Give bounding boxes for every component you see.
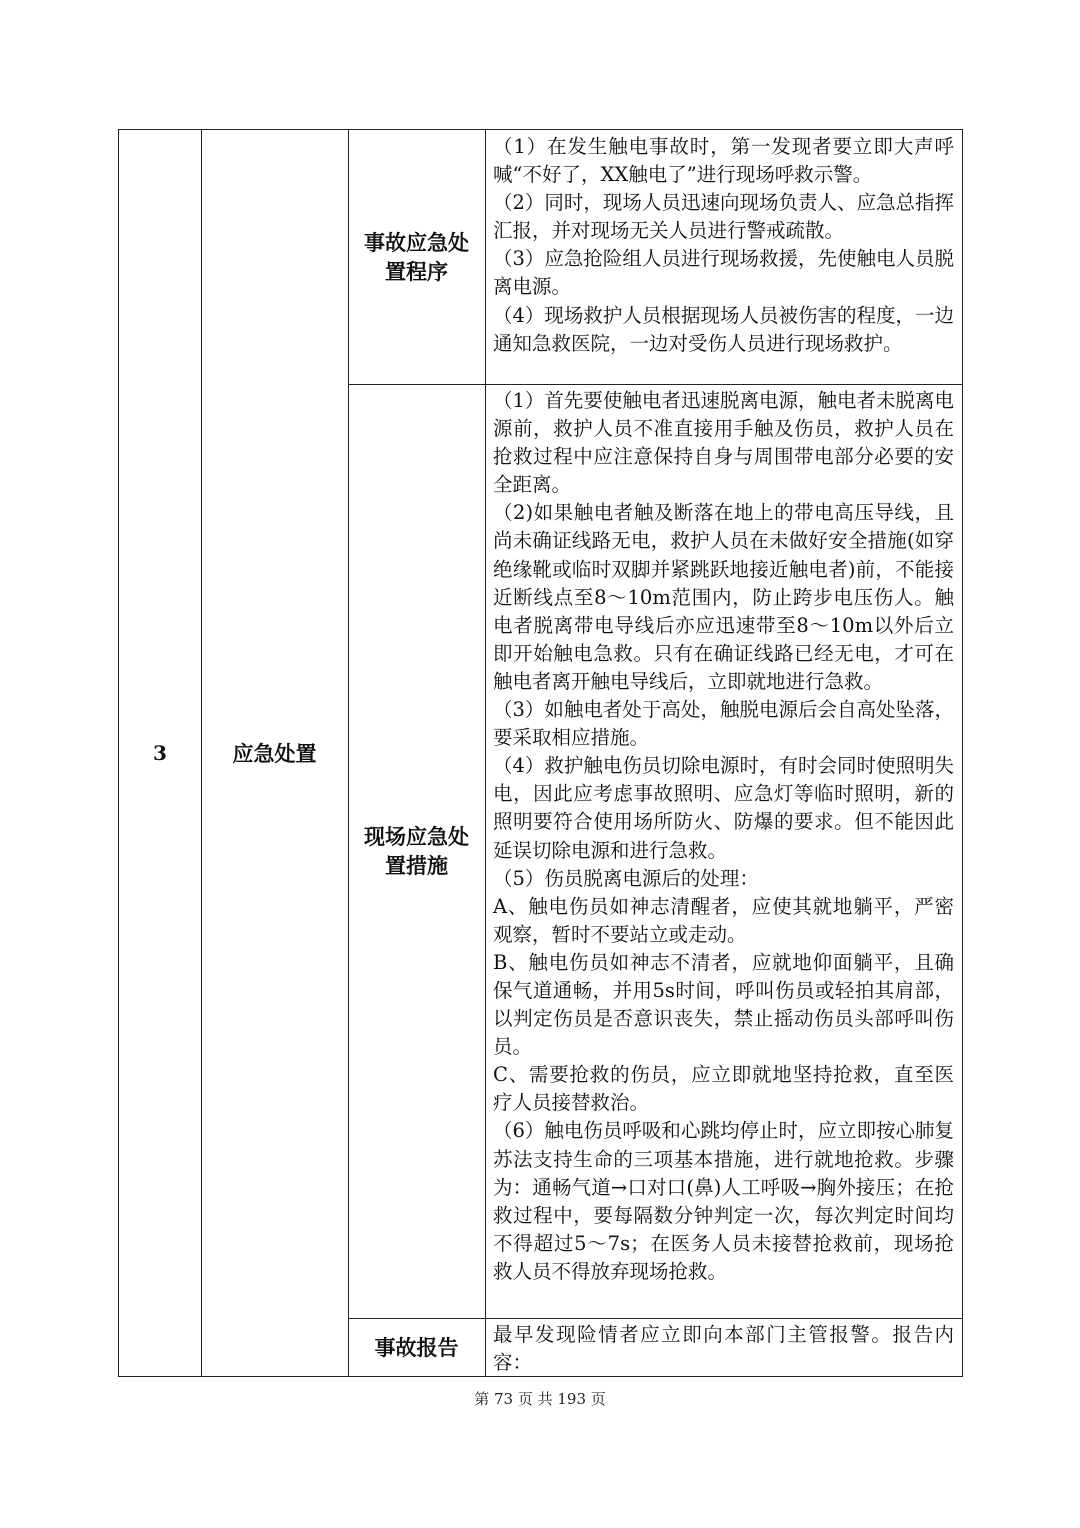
paragraph: （3）应急抢险组人员进行现场救援，先使触电人员脱离电源。 — [493, 247, 954, 299]
paragraph: （4）救护触电伤员切除电源时，有时会同时使照明失电，因此应考虑事故照明、应急灯等临时照明，新的照明要符合使用场所防火、防爆的要求。但不能因此延误切除电源和进行急救。 — [493, 754, 954, 862]
paragraph: （1）首先要使触电者迅速脱离电源，触电者未脱离电源前，救护人员不准直接用手触及伤员，救护人员在抢救过程中应注意保持自身与周围带电部分必要的安全距离。 — [493, 389, 954, 497]
paragraph: （4）现场救护人员根据现场人员被伤害的程度，一边通知急救医院，一边对受伤人员进行现场救护。 — [493, 303, 954, 355]
section-content-measures — [485, 384, 962, 1318]
paragraph: （2)如果触电者触及断落在地上的带电高压导线，且尚未确证线路无电，救护人员在未做好安全措施(如穿绝缘靴或临时双脚并紧跳跃地接近触电者)前，不能接近断线点至8～10m范围内，防止跨步电压伤人。触电者脱离带电导线后亦应迅速带至8～10m以外后立即开始触电急救。只有在确证线路已经无电，才可在触电者离开触电导线后，立即就地进行急救。 — [493, 501, 954, 693]
paragraph: （3）如触电者处于高处，触脱电源后会自高处坠落，要采取相应措施。 — [493, 698, 954, 750]
row-category: 应急处置 — [232, 741, 317, 766]
paragraph: C、需要抢救的伤员，应立即就地坚持抢救，直至医疗人员接替救治。 — [493, 1063, 954, 1115]
paragraph: （1）在发生触电事故时，第一发现者要立即大声呼喊“不好了，XX触电了”进行现场呼救示警。 — [493, 135, 954, 187]
paragraph: （2）同时，现场人员迅速向现场负责人、应急总指挥汇报，并对现场无关人员进行警戒疏散。 — [493, 191, 954, 243]
paragraph: B、触电伤员如神志不清者，应就地仰面躺平，且确保气道通畅，并用5s时间，呼叫伤员或轻拍其肩部，以判定伤员是否意识丧失，禁止摇动伤员头部呼叫伤员。 — [493, 950, 954, 1059]
emergency-table — [118, 129, 963, 1377]
page-footer: 第 73 页 共 193 页 — [474, 1390, 606, 1408]
section-content-report — [485, 1318, 962, 1376]
row-number: 3 — [153, 741, 167, 765]
paragraph: 最早发现险情者应立即向本部门主管报警。报告内容： — [493, 1323, 954, 1375]
section-content-procedure — [485, 130, 962, 384]
section-label-report: 事故报告 — [374, 1334, 459, 1360]
section-label-measures: 现场应急处置措施 — [364, 824, 469, 878]
section-label-procedure: 事故应急处置程序 — [364, 230, 469, 284]
paragraph: （5）伤员脱离电源后的处理： — [493, 866, 759, 890]
paragraph: A、触电伤员如神志清醒者，应使其就地躺平，严密观察，暂时不要站立或走动。 — [493, 894, 954, 946]
paragraph: （6）触电伤员呼吸和心跳均停止时，应立即按心肺复苏法支持生命的三项基本措施，进行就地抢救。步骤为：通畅气道→口对口(鼻)人工呼吸→胸外接压；在抢救过程中，要每隔数分钟判定一次，每次判定时间均不得超过5～7s；在医务人员未接替抢救前，现场抢救人员不得放弃现场抢救。 — [493, 1119, 954, 1283]
